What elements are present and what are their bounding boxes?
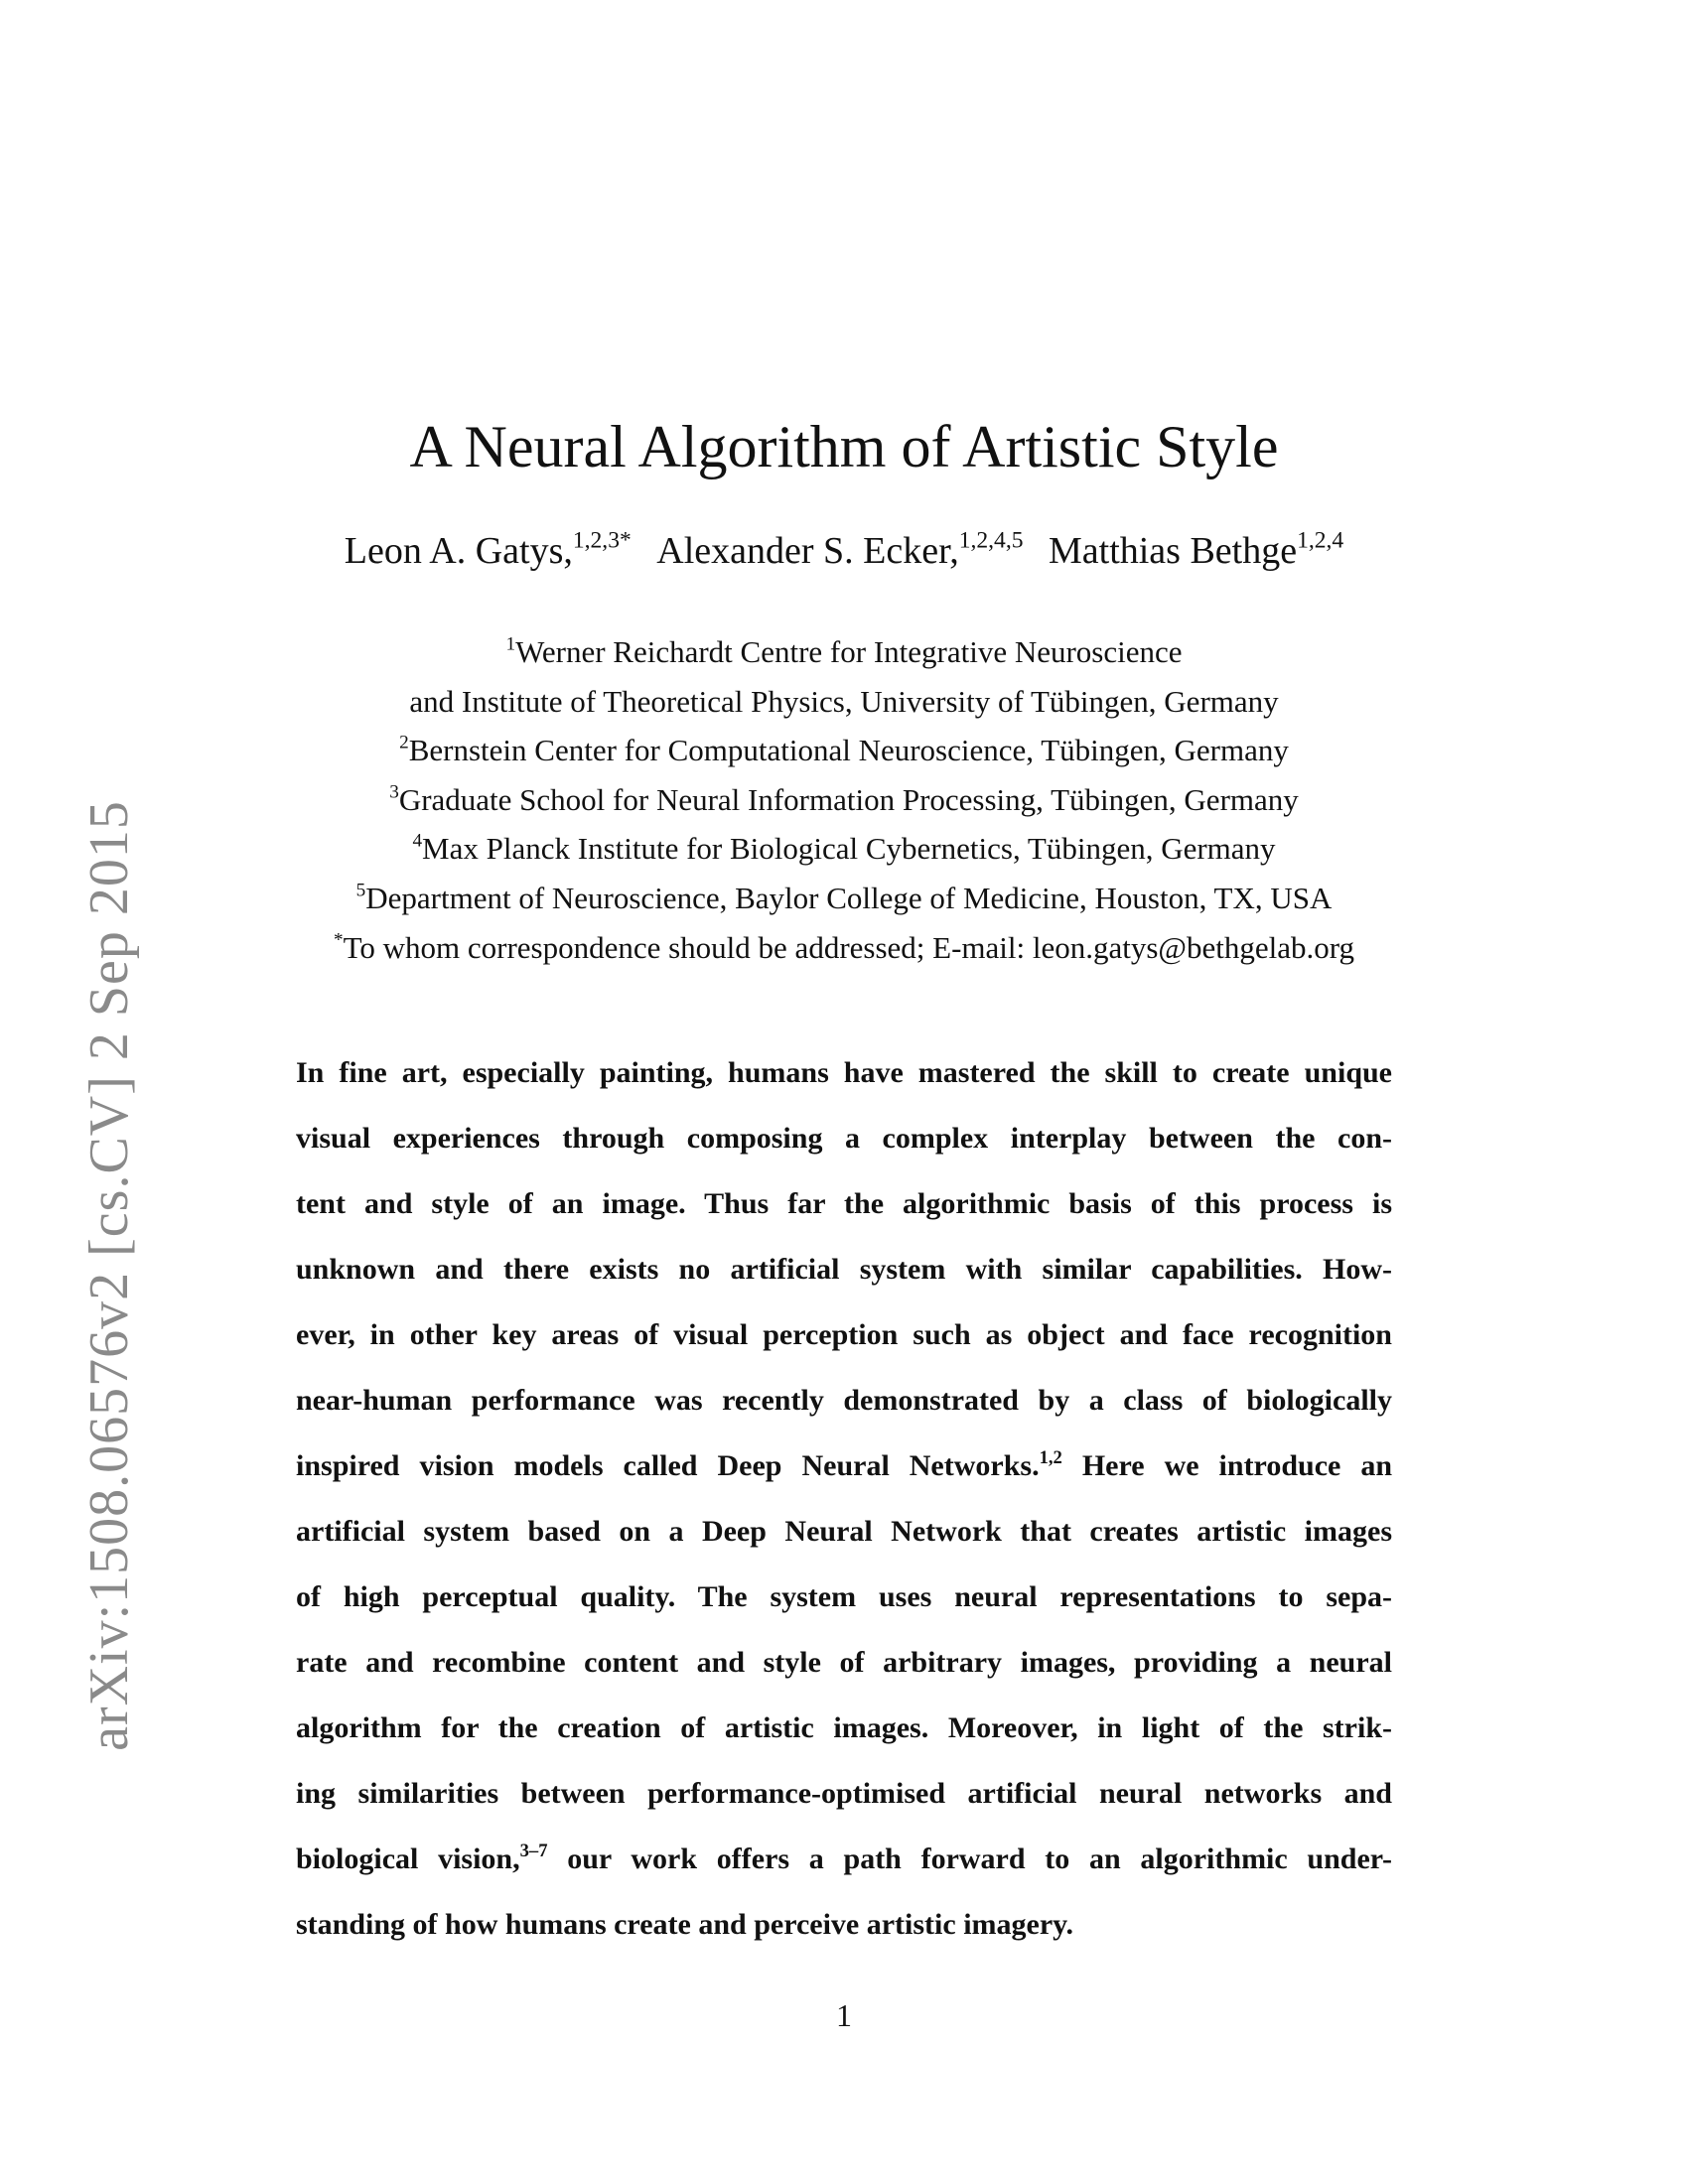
abstract-line: artificial system based on a Deep Neural Network that creates artistic images xyxy=(296,1515,1392,1548)
paper-title: A Neural Algorithm of Artistic Style xyxy=(409,414,1279,479)
correspondence-line: *To whom correspondence should be addressed; E-mail: leon.gatys@bethgelab.org xyxy=(333,929,1354,965)
citation-superscript: 1,2 xyxy=(1039,1446,1062,1468)
affiliation-line: $^1$Werner Reichardt Centre for Integrative Neuroscience xyxy=(505,633,1183,669)
arxiv-identifier-stamp: arXiv:1508.06576v2 [cs.CV] 2 Sep 2015 xyxy=(78,800,140,1751)
author: Leon A. Gatys,$^{1,2,3*}$ xyxy=(344,527,632,572)
abstract-line: near-human performance was recently demonstrated by a class of biologically xyxy=(296,1384,1392,1417)
abstract-line: ing similarities between performance-optimised artificial neural networks and xyxy=(296,1777,1392,1810)
abstract-line: unknown and there exists no artificial system with similar capabilities. How- xyxy=(296,1253,1392,1286)
author-list xyxy=(0,526,1688,576)
affiliation-list xyxy=(0,627,1688,972)
affiliation-line: $^4$Max Planck Institute for Biological Cybernetics, Tübingen, Germany xyxy=(412,830,1276,867)
abstract-line: inspired vision models called Deep Neural Networks.$^{1,2}$ Here we introduce an xyxy=(296,1446,1393,1482)
affiliation-line: and Institute of Theoretical Physics, University of Tübingen, Germany xyxy=(409,683,1279,719)
affiliation-line: $^5$Department of Neuroscience, Baylor College of Medicine, Houston, TX, USA xyxy=(355,880,1333,915)
abstract-line: visual experiences through composing a complex interplay between the con- xyxy=(296,1122,1392,1155)
abstract-line: In fine art, especially painting, humans have mastered the skill to create unique xyxy=(296,1056,1392,1089)
abstract-line: ever, in other key areas of visual perception such as object and face recognition xyxy=(296,1318,1392,1351)
affiliation-line: $^3$Graduate School for Neural Information Processing, Tübingen, Germany xyxy=(389,781,1299,817)
author: Matthias Bethge$^{1,2,4}$ xyxy=(1048,527,1344,572)
affiliation-line: $^2$Bernstein Center for Computational Neuroscience, Tübingen, Germany xyxy=(399,732,1289,768)
abstract-line: tent and style of an image. Thus far the algorithmic basis of this process is xyxy=(296,1187,1392,1220)
abstract-line: of high perceptual quality. The system uses neural representations to sepa- xyxy=(296,1580,1392,1613)
citation-superscript: 3–7 xyxy=(519,1840,548,1861)
abstract xyxy=(296,1040,1392,1958)
abstract-line: algorithm for the creation of artistic images. Moreover, in light of the strik- xyxy=(296,1711,1392,1744)
abstract-line: biological vision,$^{3-7}$ our work offers a path forward to an algorithmic under- xyxy=(296,1840,1392,1875)
abstract-line: standing of how humans create and perceive artistic imagery. xyxy=(296,1908,1074,1941)
abstract-line: rate and recombine content and style of arbitrary images, providing a neural xyxy=(296,1646,1392,1679)
author: Alexander S. Ecker,$^{1,2,4,5}$ xyxy=(656,527,1024,572)
page-number: 1 xyxy=(836,1997,852,2033)
